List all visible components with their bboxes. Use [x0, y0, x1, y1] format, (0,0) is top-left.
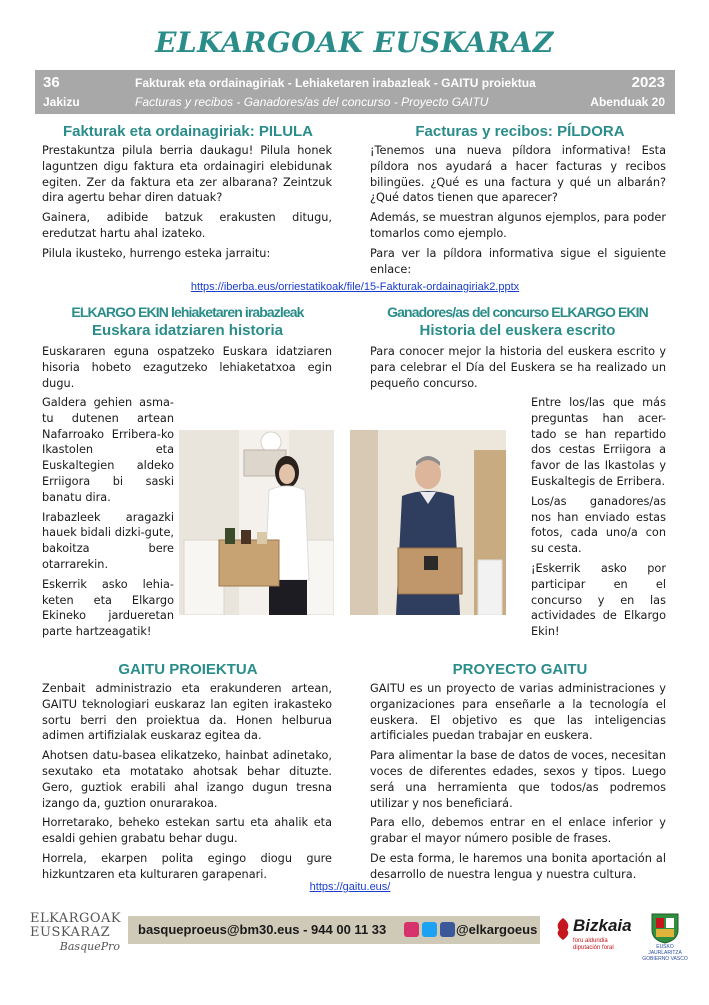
section2-heading-es-line2: Historia del euskera escrito — [419, 322, 616, 339]
paragraph: Eskerrik asko lehia-keten eta Elkargo Ekineko jardueretan parte hartzeagatik! — [42, 577, 174, 639]
contact-bar — [128, 916, 540, 944]
paragraph: Para alimentar la base de datos de voces, necesitan voces de diferentes edades, sexos y tipos. Luego será una herramienta que todos/as podremos utilizar y nos beneficiará. — [370, 749, 666, 810]
paragraph: Ahotsen datu-basea elikatzeko, hainbat adinetako, sexutako eta motatako ahotsak behar dituzte. Gero, guztiok erabili ahal izango dugun tresna izango da, guztion onurarakoa. — [42, 749, 332, 810]
bizkaia-logo — [555, 914, 635, 954]
issue-number: 36 — [43, 74, 60, 91]
logo-line2: EUSKARAZ — [30, 925, 111, 940]
page-title: ELKARGOAK EUSKARAZ — [155, 26, 554, 59]
paragraph: ¡Eskerrik asko por participar en el concurso y en las actividades de Elkargo Ekin! — [531, 561, 666, 639]
section2-heading-eu-line2: Euskara idatziaren historia — [92, 322, 283, 339]
paragraph: Horretarako, beheko estekan sartu eta ahalik eta esaldi gehien grabatu behar dugu. — [42, 816, 332, 846]
social-icons — [404, 922, 455, 937]
section3-heading-es: PROYECTO GAITU — [452, 661, 588, 678]
paragraph: Zenbait administrazio eta erakunderen artean, GAITU teknologiari euskaraz lan egiten irakasteko sortu berri den proiektua da. Honen helburua adimen artifizialak euskaraz egitea da. — [42, 682, 332, 743]
gobierno-vasco-logo — [640, 912, 690, 962]
paragraph: Prestakuntza pilula berria daukagu! Pilula honek laguntzen digu faktura eta ordainagiri elebidunak egiten. Zer da faktura eta zer albarana? Zeintzuk dira agertu behar diren datuak? — [42, 144, 332, 205]
pildora-link[interactable]: https://iberba.eus/orriestatikoak/file/15-Fakturak-ordainagiriak2.pptx — [190, 281, 520, 293]
paragraph: Además, se muestran algunos ejemplos, para poder tomarlos como ejemplo. — [370, 211, 666, 240]
paragraph: Gainera, adibide batzuk erakusten ditugu, eredutzat hartu ahal izateko. — [42, 211, 332, 240]
paragraph: GAITU es un proyecto de varias administraciones y organizaciones para enseñarle a la tecnología el euskera. El objetivo es que las inteligencias artificiales puedan trabajar en euskera. — [370, 682, 666, 743]
paragraph: Entre los/las que más preguntas han acer-tado se han repartido dos cestas Erriigora a favor de las Ikastolas y Euskaltegis de Erribera. — [531, 396, 666, 488]
paragraph: Para ello, debemos entrar en el enlace inferior y grabar el mayor número posible de frases. — [370, 816, 666, 846]
topics-eu: Fakturak eta ordainagiriak - Lehiaketaren irabazleak - GAITU proiektua — [135, 76, 536, 90]
paragraph: Galdera gehien asma-tu dutenen artean Nafarroako Erribera-ko Ikastolen eta Euskaltegien aldeko Erriigora bi saski banatu dira. — [42, 396, 174, 504]
bizkaia-name: Bizkaia — [573, 916, 632, 935]
paragraph: Los/as ganadores/as nos han enviado estas fotos, cada uno/a con su cesta. — [531, 494, 666, 556]
section3-text-eu — [42, 681, 332, 883]
gobierno-vasco-shield-icon — [640, 912, 690, 944]
facebook-icon[interactable] — [440, 922, 455, 937]
section3-text-es — [370, 681, 666, 883]
section2-heading-es-line1: Ganadores/as del concurso ELKARGO EKIN — [387, 304, 648, 320]
winner-photo-2-image — [350, 430, 506, 615]
contact-email-phone[interactable]: basqueproeus@bm30.eus - 944 00 11 33 — [138, 922, 387, 937]
paragraph: Irabazleek aragazki hauek bidali dizki-gute, bakoitza bere otarrarekin. — [42, 510, 174, 571]
issue-year: 2023 — [631, 74, 665, 91]
section1-heading-eu: Fakturak eta ordainagiriak: PILULA — [62, 123, 314, 140]
logo-line3: BasquePro — [59, 940, 120, 953]
paragraph: Pilula ikusteko, hurrengo esteka jarraitu: — [42, 246, 271, 260]
topics-es: Facturas y recibos - Ganadores/as del concurso - Proyecto GAITU — [135, 95, 489, 109]
paragraph: Horrela, ekarpen polita egingo diogu gure hizkuntzaren eta kulturaren garapenari. — [42, 851, 332, 881]
section1-text-es — [370, 143, 666, 277]
section2-body-es — [531, 395, 666, 640]
winner-photo-1-image — [179, 430, 334, 615]
issue-header-band — [35, 70, 675, 114]
winner-photo-2 — [350, 430, 506, 615]
logo-line1: ELKARGOAK — [30, 911, 122, 926]
section3-heading-eu: GAITU PROIEKTUA — [118, 661, 258, 678]
issue-label: Jakizu — [43, 95, 80, 109]
gobierno-vasco-text: EUSKO JAURLARITZA GOBIERNO VASCO — [642, 944, 688, 962]
social-handle[interactable]: @elkargoeus — [456, 922, 538, 937]
issue-date: Abenduak 20 — [590, 95, 665, 109]
section1-heading-es: Facturas y recibos: PÍLDORA — [415, 123, 625, 140]
gaitu-link[interactable]: https://gaitu.eus/ — [309, 881, 391, 893]
paragraph: ¡Tenemos una nueva píldora informativa! Esta píldora nos ayudará a hacer facturas y recibos bilingües. ¿Qué es una factura y qué un albarán? ¿Qué datos tienen que aparecer? — [370, 144, 666, 205]
section2-heading-eu-line1: ELKARGO EKIN lehiaketaren irabazleak — [71, 304, 304, 320]
bizkaia-subtitle: foru aldundia diputación foral — [573, 938, 614, 951]
elkargoak-logo — [30, 912, 128, 954]
instagram-icon[interactable] — [404, 922, 419, 937]
section2-intro-es: Para conocer mejor la historia del euskera escrito y para celebrar el Día del Euskera se ha realizado un pequeño concurso. — [370, 345, 666, 390]
paragraph: Para ver la píldora informativa sigue el siguiente enlace: — [370, 246, 666, 276]
paragraph: De esta forma, le haremos una bonita aportación al desarrollo de nuestra lengua y nuestra cultura. — [370, 851, 666, 881]
section1-text-eu — [42, 143, 332, 262]
section2-body-eu — [42, 395, 174, 640]
bizkaia-tree-icon — [555, 918, 571, 940]
winner-photo-1 — [179, 430, 334, 615]
section2-intro-eu: Euskararen eguna ospatzeko Euskara idatziaren hisoria hobeto ezagutzeko lehiaketatxoa egin dugu. — [42, 345, 332, 390]
twitter-icon[interactable] — [422, 922, 437, 937]
